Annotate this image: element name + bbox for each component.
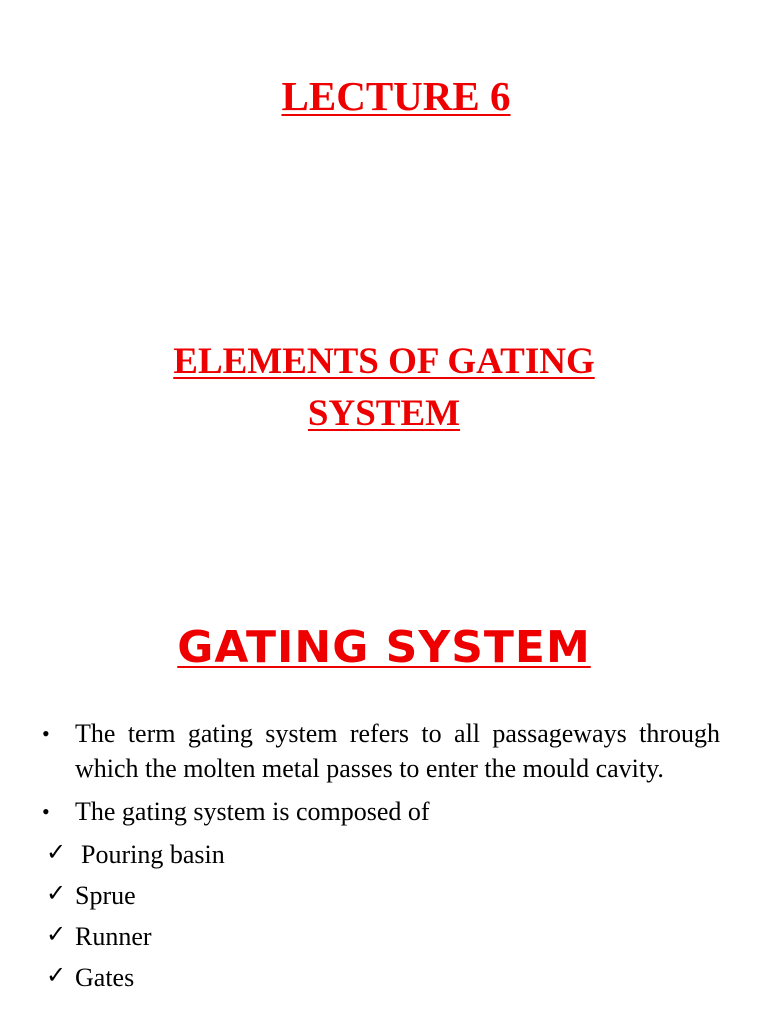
- check-item-label: Sprue: [75, 881, 136, 910]
- checkmark-icon: ✓: [46, 920, 67, 948]
- bullet-text: The gating system is composed of: [75, 797, 430, 826]
- section-title: [0, 336, 768, 440]
- bullet-icon: •: [42, 799, 50, 824]
- checkmark-icon: ✓: [46, 879, 67, 907]
- bullet-item-definition: [0, 716, 768, 786]
- check-item-label: Runner: [75, 922, 152, 951]
- slide-body: [0, 716, 768, 1001]
- check-item-label: Gates: [75, 963, 135, 992]
- check-item-pouring-basin: [0, 837, 768, 872]
- check-item-sprue: [0, 878, 768, 913]
- lecture-title: LECTURE 6: [281, 73, 511, 119]
- bullet-text: The term gating system refers to all passageways through which the molten metal passes to enter the mould cavity.: [75, 719, 720, 783]
- section-title-line-1: ELEMENTS OF GATING: [173, 341, 595, 382]
- check-item-gates: [0, 960, 768, 995]
- section-title-line-2: SYSTEM: [307, 393, 461, 434]
- bullet-item-composition: [0, 794, 768, 829]
- checkmark-icon: ✓: [46, 838, 67, 866]
- checkmark-icon: ✓: [46, 961, 67, 989]
- gating-system-heading: GATING SYSTEM: [177, 622, 591, 673]
- check-item-runner: [0, 919, 768, 954]
- bullet-icon: •: [42, 721, 50, 746]
- check-item-label: Pouring basin: [81, 840, 225, 869]
